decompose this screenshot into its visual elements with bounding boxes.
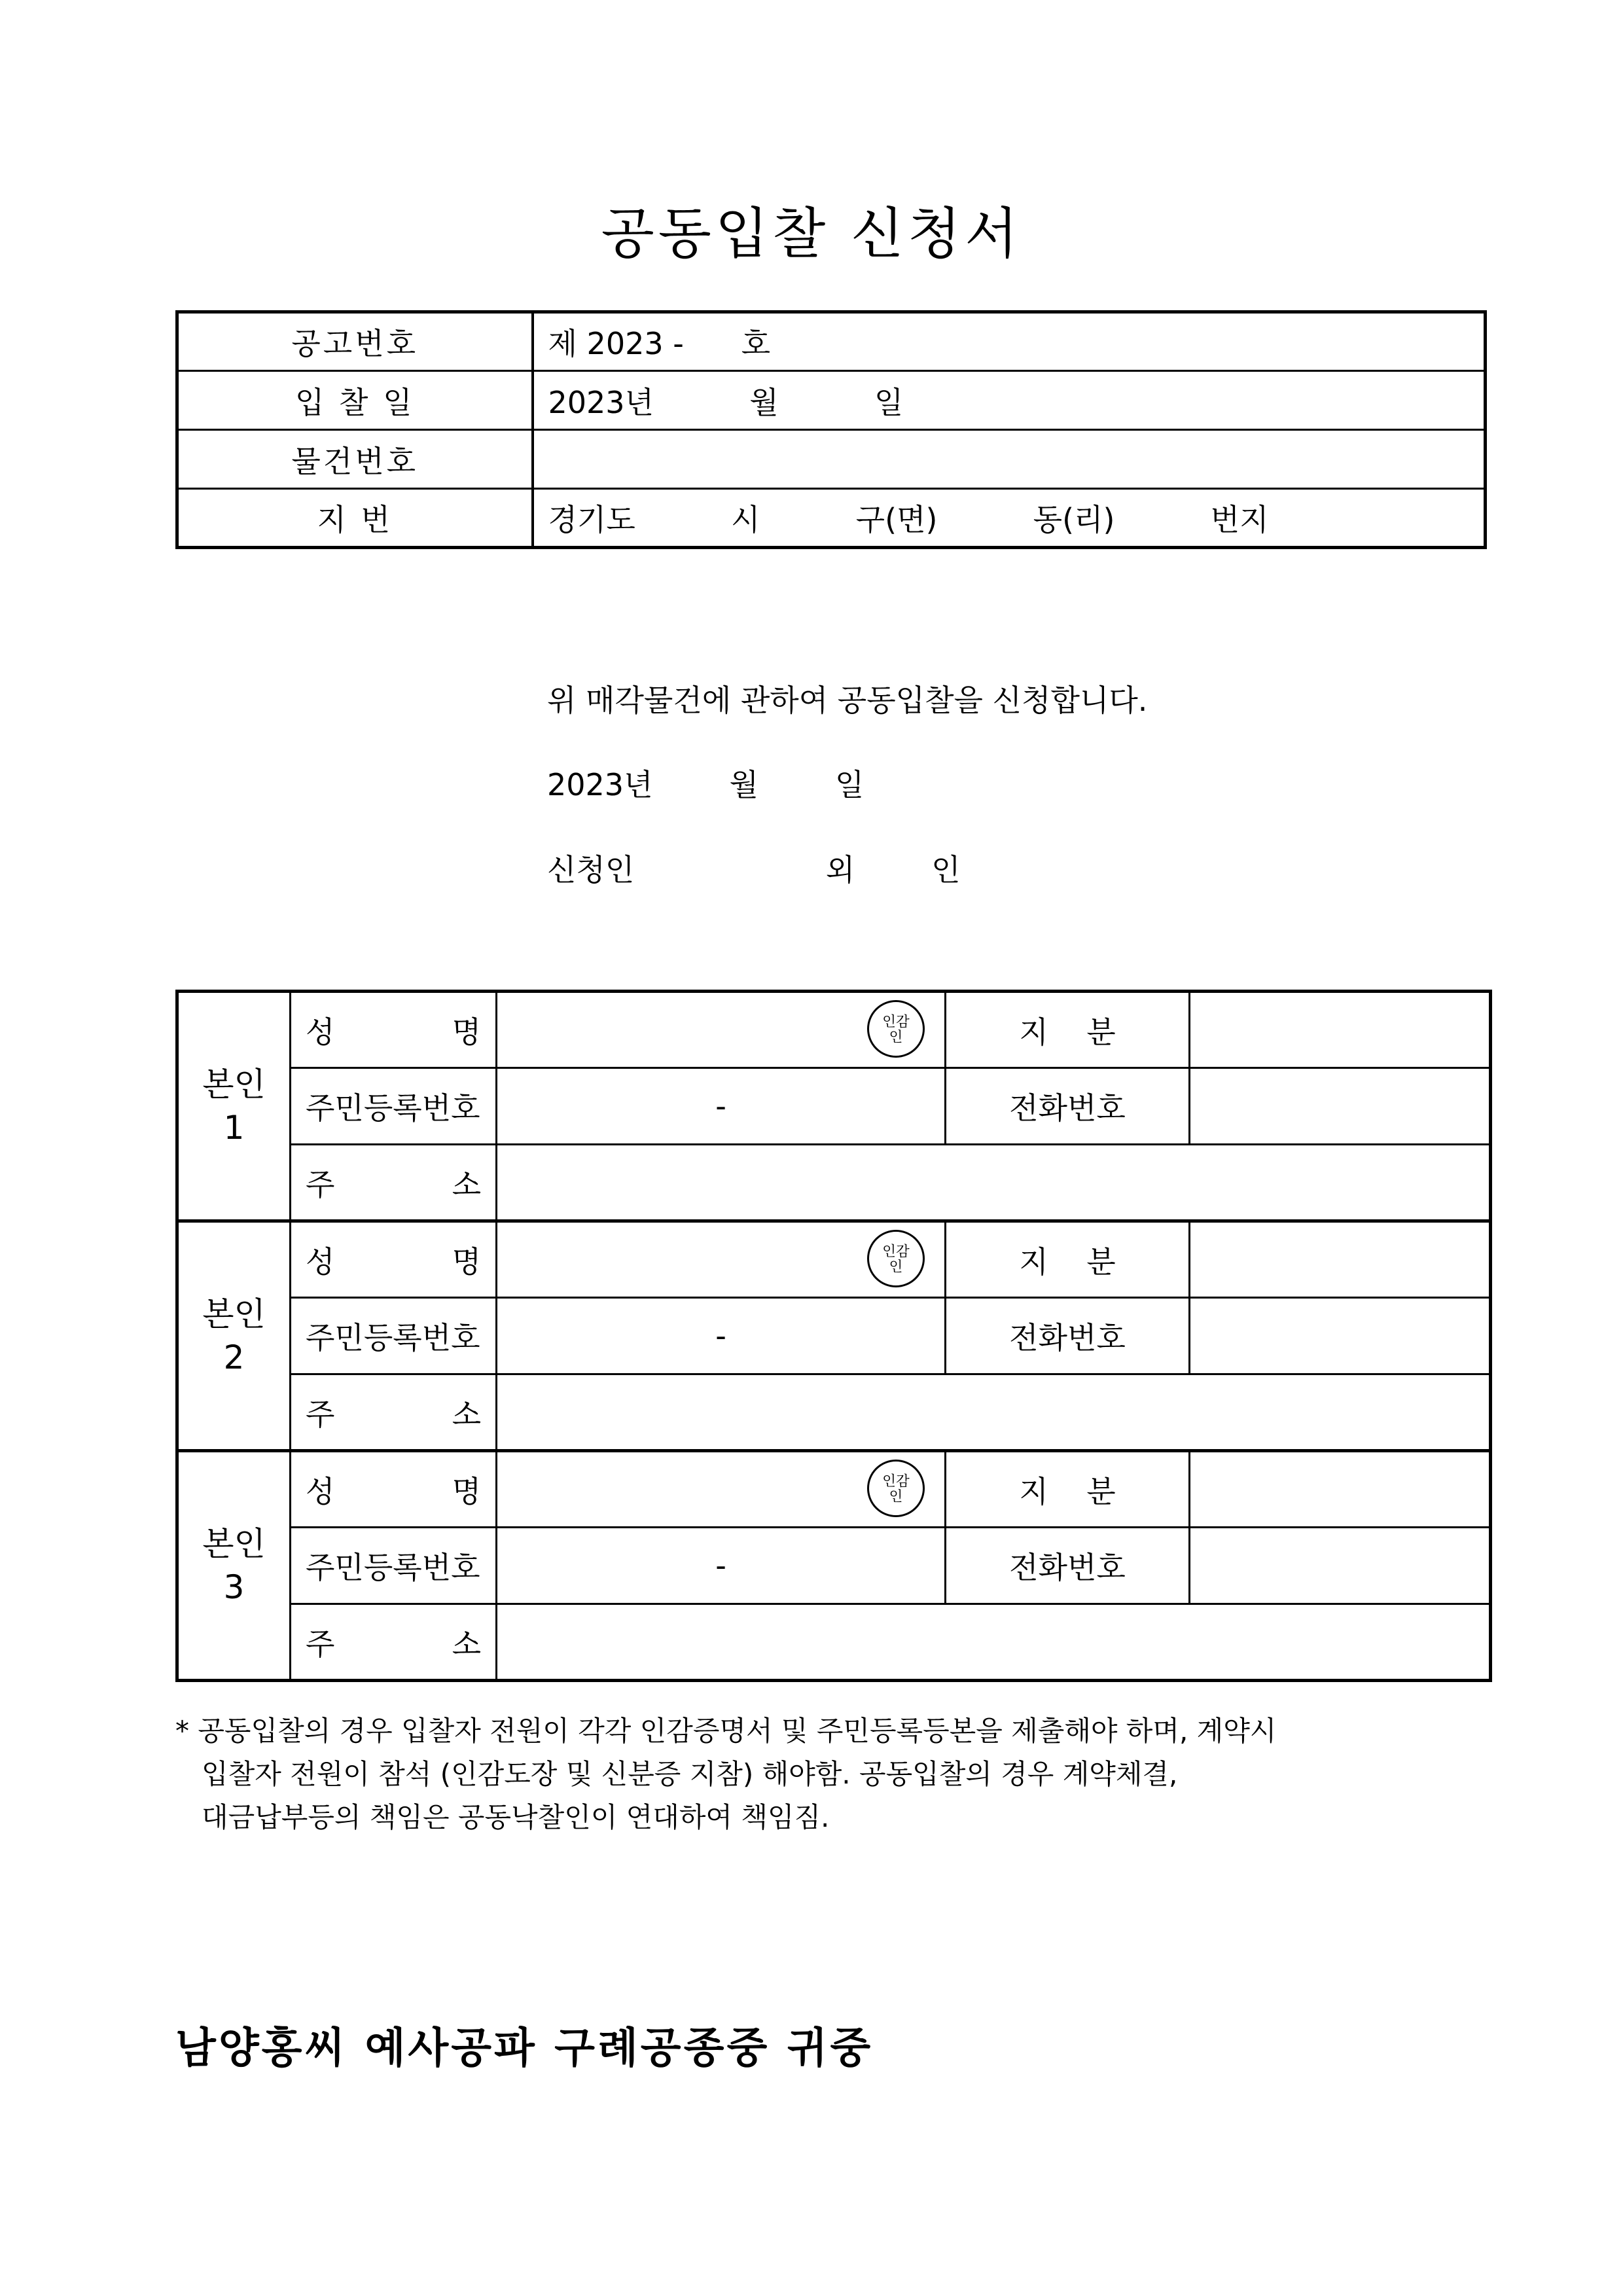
- address-label: [291, 1604, 497, 1681]
- notice-number-field[interactable]: 제 2023 - 호: [533, 312, 1486, 371]
- bidder-3-name-field[interactable]: [497, 1451, 946, 1528]
- bidder-2-name-field[interactable]: [497, 1221, 946, 1298]
- bidder-3-rrn-field[interactable]: -: [497, 1528, 946, 1604]
- bidder-3-share-field[interactable]: [1190, 1451, 1491, 1528]
- seal-text: 인감: [882, 1013, 910, 1030]
- share-label: 지 분: [946, 1451, 1190, 1528]
- joint-bidder-table: [175, 990, 1492, 1682]
- name-label: [291, 992, 497, 1068]
- document-title: 공동입찰 신청서: [601, 202, 1022, 266]
- address-label: [291, 1374, 497, 1451]
- rrn-label: 주민등록번호: [291, 1298, 497, 1374]
- bidder-group-text: 본인: [202, 1295, 266, 1333]
- name-label-a: 성: [306, 1244, 335, 1280]
- bidder-1-phone-field[interactable]: [1190, 1068, 1491, 1145]
- rrn-label: 주민등록번호: [291, 1528, 497, 1604]
- bidder-3-phone-field[interactable]: [1190, 1528, 1491, 1604]
- notice-info-table: [175, 310, 1487, 549]
- bidder-group-number: 2: [223, 1338, 245, 1376]
- seal-icon: [867, 1460, 925, 1517]
- phone-label: 전화번호: [946, 1068, 1190, 1145]
- share-label: 지 분: [946, 1221, 1190, 1298]
- bidder-1-rrn-row: [177, 1068, 1491, 1145]
- name-label-b: 명: [452, 1473, 481, 1509]
- application-date[interactable]: 2023년 월 일: [547, 767, 865, 802]
- bidder-3-address-field[interactable]: [497, 1604, 1491, 1681]
- bidder-2-name-row: [177, 1221, 1491, 1298]
- footnote-line: * 공동입찰의 경우 입찰자 전원이 각각 인감증명서 및 주민등록등본을 제출해야 하며, 계약시: [175, 1715, 1277, 1747]
- bidder-1-name-field[interactable]: [497, 992, 946, 1068]
- bidder-2-address-row: [177, 1374, 1491, 1451]
- recipient-line: 남양홍씨 예사공파 구례공종중 귀중: [175, 2024, 874, 2073]
- applicant-line[interactable]: 신청인 외 인: [547, 852, 961, 888]
- seal-text: 인감: [882, 1473, 910, 1490]
- bid-date-label: 입 찰 일: [177, 371, 533, 430]
- address-label: [291, 1145, 497, 1221]
- name-label-b: 명: [452, 1014, 481, 1050]
- svg-text:인: 인: [889, 1029, 903, 1045]
- footnote-line: 대금납부등의 책임은 공동낙찰인이 연대하여 책임짐.: [175, 1801, 830, 1833]
- name-label-a: 성: [306, 1014, 335, 1050]
- bidder-group-text: 본인: [202, 1066, 266, 1103]
- bidder-1-name-row: [177, 992, 1491, 1068]
- phone-label: 전화번호: [946, 1528, 1190, 1604]
- info-row-notice-number: [177, 312, 1486, 371]
- bidder-1-address-row: [177, 1145, 1491, 1221]
- item-number-label: 물건번호: [177, 430, 533, 489]
- name-label: [291, 1451, 497, 1528]
- info-row-bid-date: [177, 371, 1486, 430]
- info-row-item-number: [177, 430, 1486, 489]
- svg-text:인: 인: [889, 1259, 903, 1275]
- name-label-b: 명: [452, 1244, 481, 1280]
- lot-address-label: 지 번: [177, 489, 533, 548]
- seal-text: 인감: [882, 1243, 910, 1260]
- footnote-line: 입찰자 전원이 참석 (인감도장 및 신분증 지참) 해야함. 공동입찰의 경우 계약체결,: [175, 1758, 1178, 1790]
- bidder-2-phone-field[interactable]: [1190, 1298, 1491, 1374]
- bidder-group-text: 본인: [202, 1525, 266, 1563]
- rrn-label: 주민등록번호: [291, 1068, 497, 1145]
- bidder-1-rrn-field[interactable]: -: [497, 1068, 946, 1145]
- phone-label: 전화번호: [946, 1298, 1190, 1374]
- bidder-3-rrn-row: [177, 1528, 1491, 1604]
- bidder-3-address-row: [177, 1604, 1491, 1681]
- bidder-2-share-field[interactable]: [1190, 1221, 1491, 1298]
- bidder-1-label: [177, 992, 291, 1221]
- item-number-field[interactable]: [533, 430, 1486, 489]
- address-label-a: 주: [306, 1166, 335, 1202]
- bidder-1-address-field[interactable]: [497, 1145, 1491, 1221]
- bidder-1-share-field[interactable]: [1190, 992, 1491, 1068]
- address-label-b: 소: [452, 1166, 481, 1202]
- address-label-b: 소: [452, 1626, 481, 1662]
- bidder-2-rrn-field[interactable]: -: [497, 1298, 946, 1374]
- application-statement: 위 매각물건에 관하여 공동입찰을 신청합니다.: [547, 683, 1148, 718]
- address-label-b: 소: [452, 1396, 481, 1432]
- notice-number-label: 공고번호: [177, 312, 533, 371]
- svg-text:인: 인: [889, 1488, 903, 1505]
- bidder-group-number: 1: [223, 1109, 245, 1147]
- bid-date-field[interactable]: 2023년 월 일: [533, 371, 1486, 430]
- name-label: [291, 1221, 497, 1298]
- address-label-a: 주: [306, 1626, 335, 1662]
- seal-icon: [867, 1000, 925, 1058]
- bidder-3-label: [177, 1451, 291, 1681]
- address-label-a: 주: [306, 1396, 335, 1432]
- info-row-lot-address: [177, 489, 1486, 548]
- share-label: 지 분: [946, 992, 1190, 1068]
- bidder-3-name-row: [177, 1451, 1491, 1528]
- bidder-group-number: 3: [223, 1568, 245, 1606]
- notice-footnote: [175, 1710, 1484, 1839]
- lot-address-field[interactable]: 경기도 시 구(면) 동(리) 번지: [533, 489, 1486, 548]
- seal-icon: [867, 1230, 925, 1287]
- name-label-a: 성: [306, 1473, 335, 1509]
- bidder-2-rrn-row: [177, 1298, 1491, 1374]
- bidder-2-label: [177, 1221, 291, 1451]
- bidder-2-address-field[interactable]: [497, 1374, 1491, 1451]
